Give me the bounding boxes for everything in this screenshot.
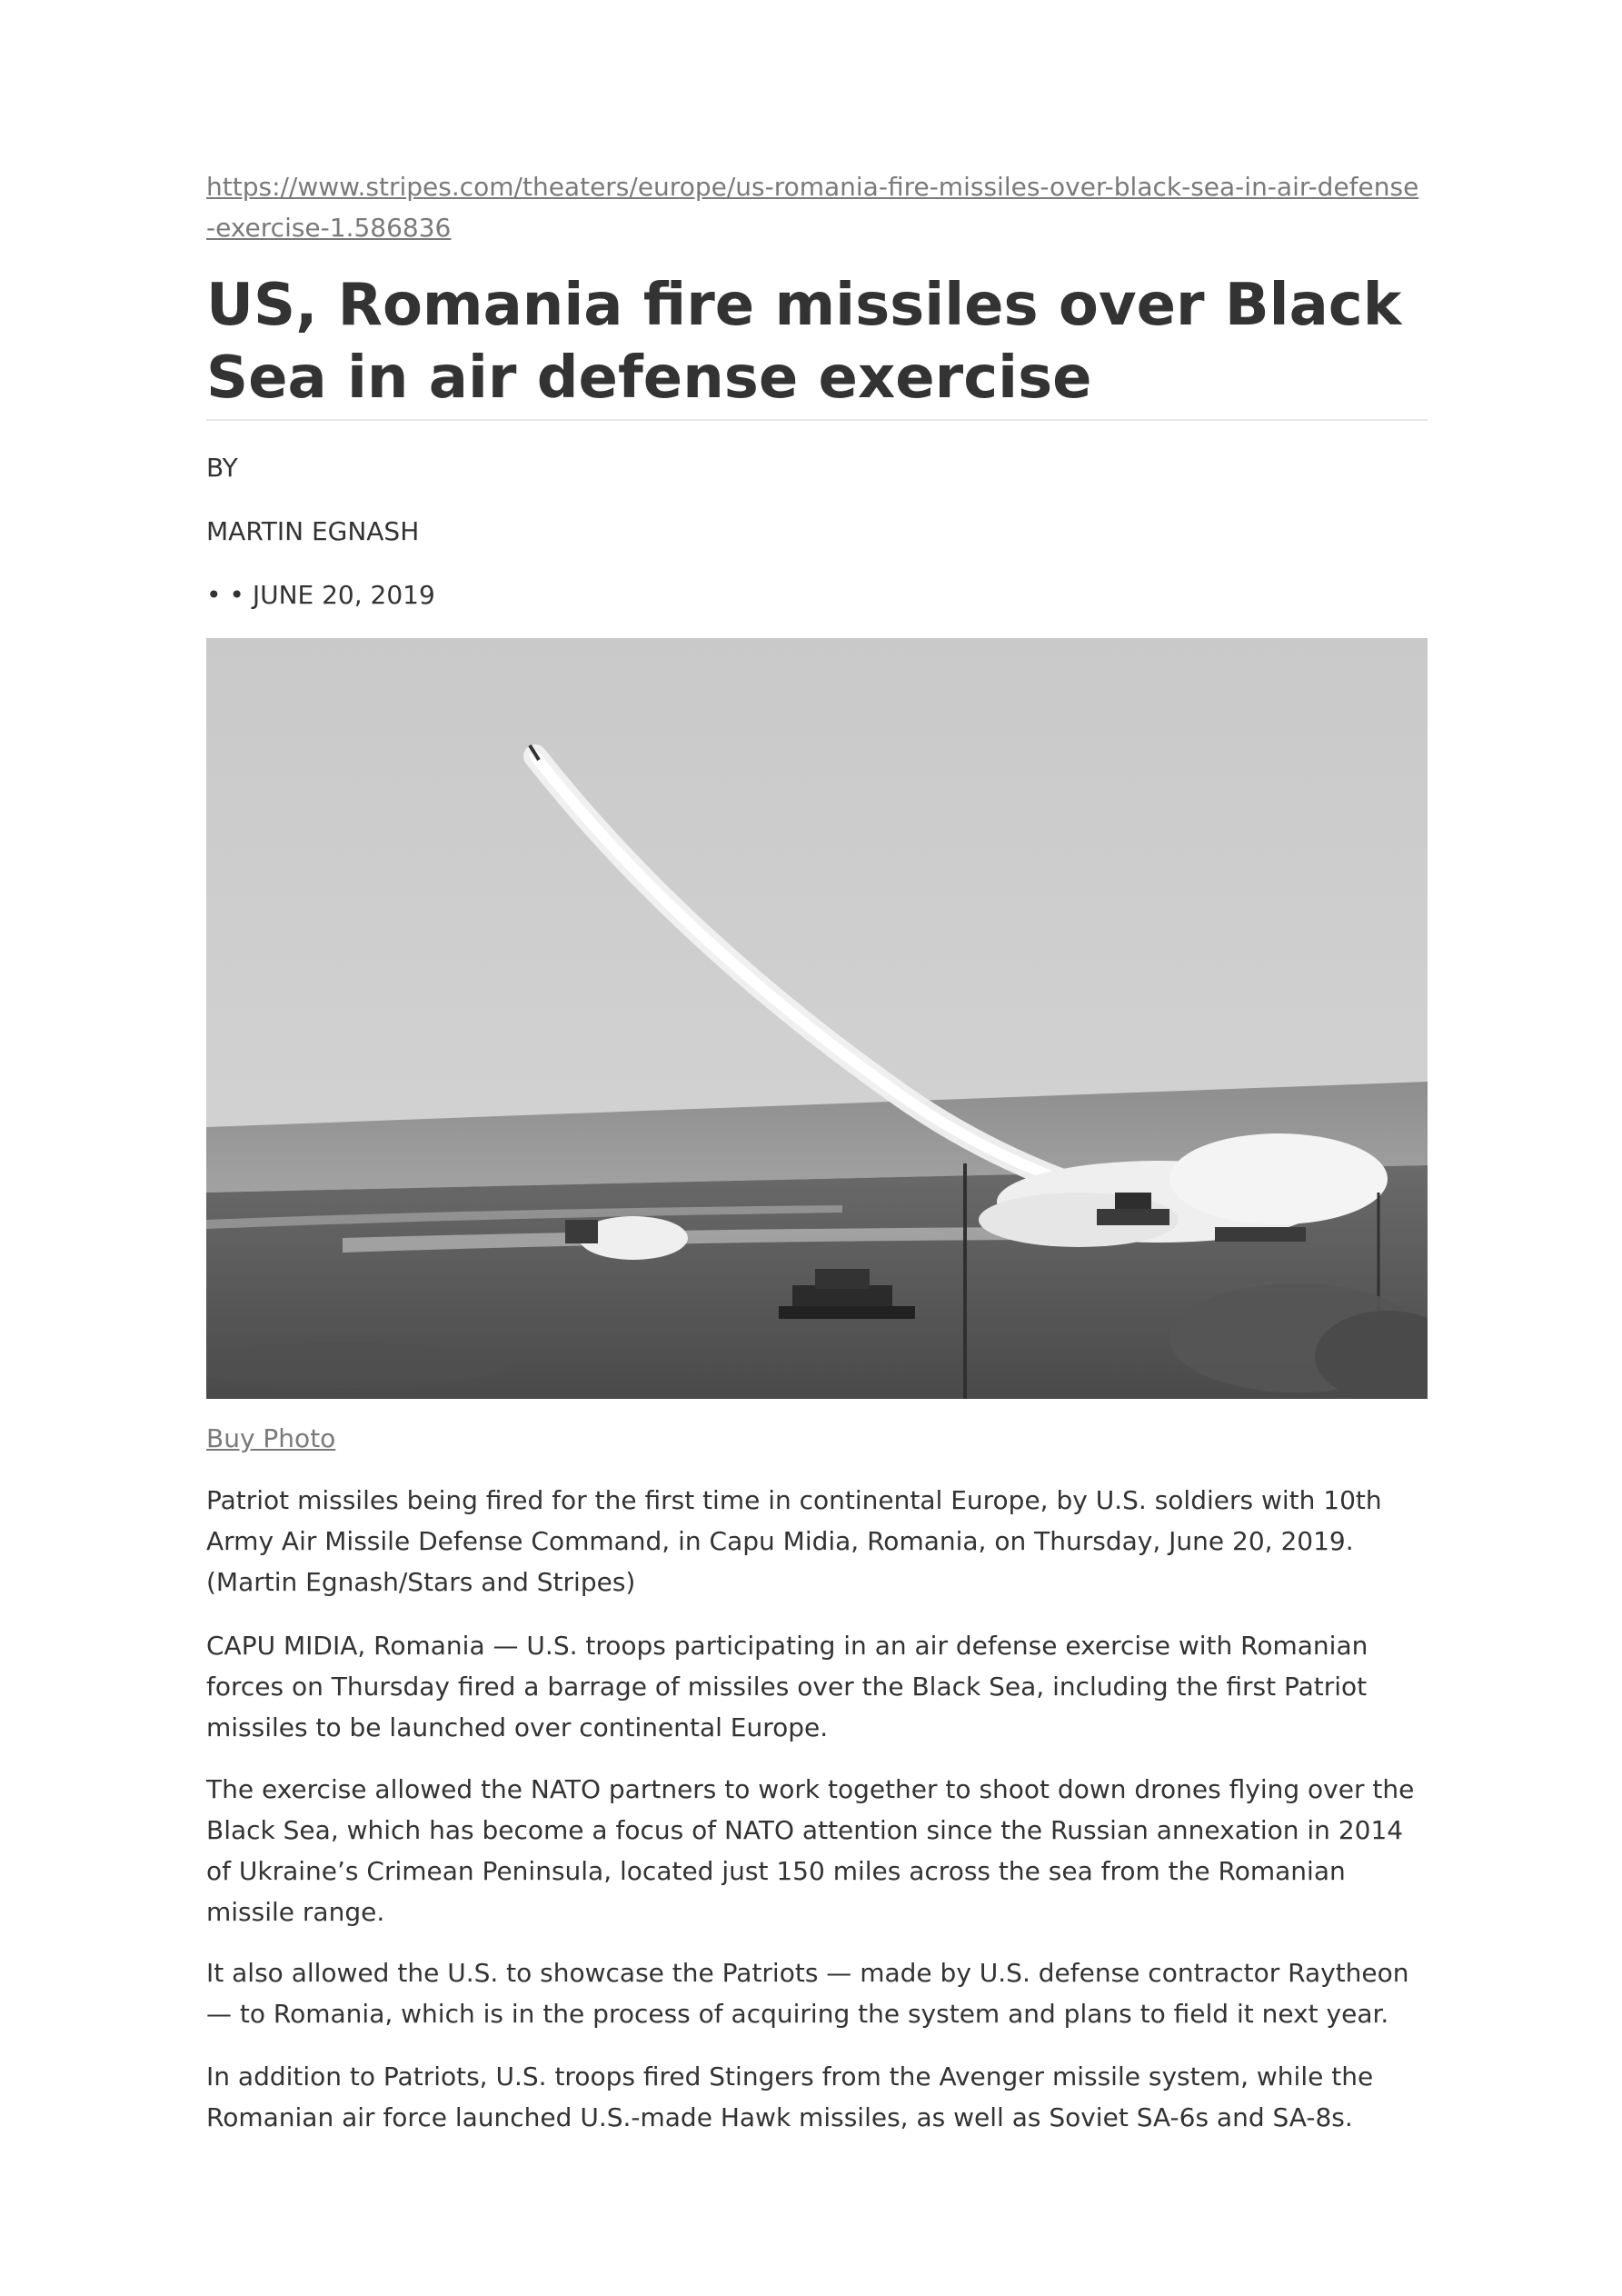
publish-date: • • JUNE 20, 2019 <box>206 580 435 610</box>
article-title: US, Romania fire missiles over Black Sea in air defense exercise <box>206 272 1402 412</box>
paragraph-1: CAPU MIDIA, Romania — U.S. troops participating in an air defense exercise with Romanian forces on Thursday fired a barrage of missiles over the Black Sea, including the first Patriot missiles to be launched over continental Europe. <box>206 1631 1368 1742</box>
author-name: MARTIN EGNASH <box>206 516 420 546</box>
title-divider <box>206 419 1428 421</box>
paragraph-2: The exercise allowed the NATO partners to work together to shoot down drones flying over the Black Sea, which has become a focus of NATO attention since the Russian annexation in 2014 of Ukraine’s Crimean Peninsula, located just 150 miles across the sea from the Romanian missile range. <box>206 1774 1415 1927</box>
source-url-link[interactable]: https://www.stripes.com/theaters/europe/us-romania-fire-missiles-over-black-sea-in-air-defense-exercise-1.586836 <box>206 172 1419 243</box>
photo-caption: Patriot missiles being fired for the first time in continental Europe, by U.S. soldiers with 10th Army Air Missile Defense Command, in Capu Midia, Romania, on Thursday, June 20, 2019. (Martin Egnash/Stars and Stripes) <box>206 1485 1382 1597</box>
missile-launch-photo <box>206 638 1428 1399</box>
paragraph-4: In addition to Patriots, U.S. troops fired Stingers from the Avenger missile system, while the Romanian air force launched U.S.-made Hawk missiles, as well as Soviet SA-6s and SA-8s. <box>206 2061 1374 2132</box>
buy-photo-link[interactable]: Buy Photo <box>206 1423 336 1453</box>
paragraph-3: It also allowed the U.S. to showcase the Patriots — made by U.S. defense contractor Raytheon — to Romania, which is in the process of acquiring the system and plans to field it next year. <box>206 1958 1409 2029</box>
byline-label: BY <box>206 453 238 483</box>
